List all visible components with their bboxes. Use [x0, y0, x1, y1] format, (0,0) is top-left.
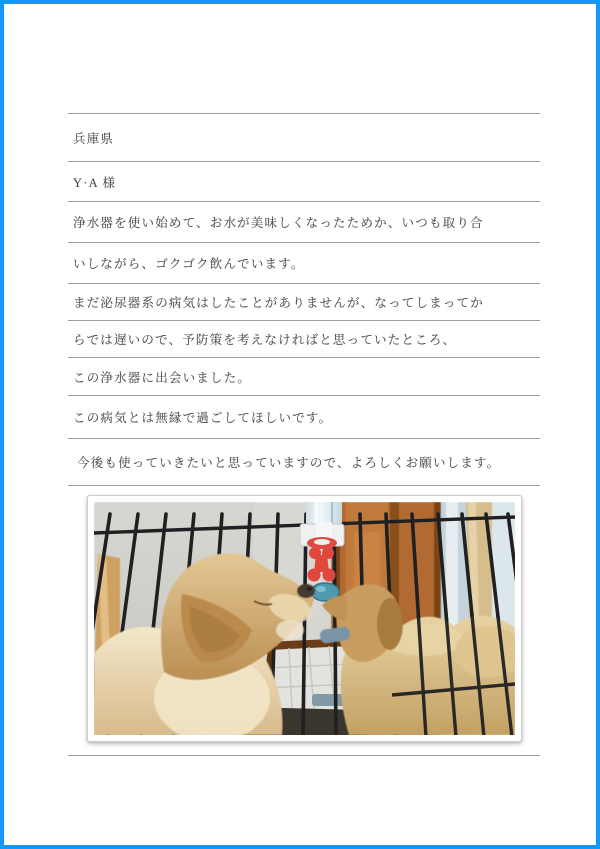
- left-dog-nose: [297, 584, 315, 598]
- letter-line-customer: Y·A 様: [68, 161, 540, 201]
- dogs-photo-illustration: [94, 502, 515, 735]
- photo-section: [68, 485, 540, 756]
- letter-line: 浄水器を使い始めて、お水が美味しくなったためか、いつも取り合: [68, 201, 540, 242]
- object-on-floor: [312, 694, 346, 706]
- letter-line-region: 兵庫県: [68, 113, 540, 161]
- letter-line: まだ泌尿器系の病気はしたことがありませんが、なってしまってか: [68, 283, 540, 320]
- letter-line: らでは遅いので、予防策を考えなければと思っていたところ、: [68, 320, 540, 357]
- right-dog-ear: [377, 598, 403, 650]
- letter-body: [68, 113, 540, 756]
- letter-line: この浄水器に出会いました。: [68, 357, 540, 395]
- dogs-photo: [87, 495, 522, 742]
- letter-line: この病気とは無縁で過ごしてほしいです。: [68, 395, 540, 438]
- letter-line: 今後も使っていきたいと思っていますので、よろしくお願いします。: [68, 438, 540, 485]
- letter-line: いしながら、ゴクゴク飲んでいます。: [68, 242, 540, 283]
